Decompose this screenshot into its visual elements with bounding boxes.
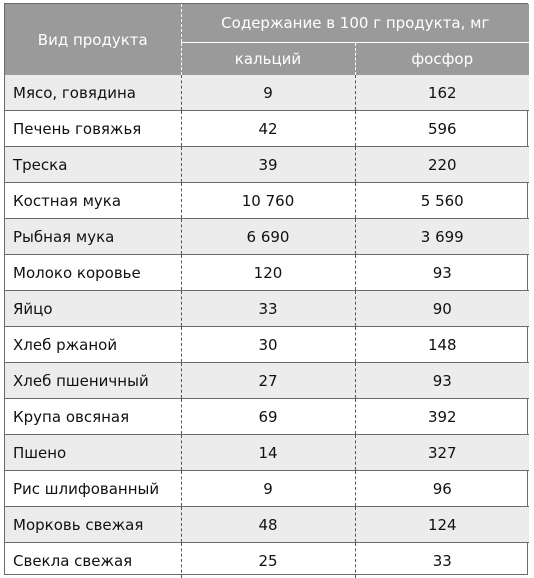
calcium-value-cell: 42 — [181, 111, 355, 147]
phosphorus-value-cell: 596 — [355, 111, 529, 147]
calcium-value-cell: 14 — [181, 435, 355, 471]
product-name-cell: Мясо, говядина — [5, 75, 181, 111]
phosphorus-value-cell: 148 — [355, 327, 529, 363]
product-name-cell: Морковь свежая — [5, 507, 181, 543]
table-row — [5, 219, 529, 255]
nutrition-table-frame — [4, 3, 528, 575]
table-row — [5, 435, 529, 471]
calcium-value-cell: 30 — [181, 327, 355, 363]
calcium-column-header: кальций — [181, 43, 355, 76]
table-row — [5, 183, 529, 219]
product-name-cell: Пшено — [5, 435, 181, 471]
phosphorus-value-cell: 5 560 — [355, 183, 529, 219]
phosphorus-value-cell: 124 — [355, 507, 529, 543]
table-row — [5, 471, 529, 507]
calcium-value-cell: 9 — [181, 471, 355, 507]
header-row-top — [5, 4, 529, 43]
phosphorus-column-header: фосфор — [355, 43, 529, 76]
table-row — [5, 111, 529, 147]
product-name-cell: Рис шлифованный — [5, 471, 181, 507]
product-column-header: Вид продукта — [5, 4, 181, 75]
product-name-cell: Печень говяжья — [5, 111, 181, 147]
calcium-value-cell: 120 — [181, 255, 355, 291]
calcium-value-cell: 6 690 — [181, 219, 355, 255]
phosphorus-value-cell: 96 — [355, 471, 529, 507]
phosphorus-value-cell: 3 699 — [355, 219, 529, 255]
table-header — [5, 4, 529, 75]
table-row — [5, 147, 529, 183]
calcium-value-cell: 69 — [181, 399, 355, 435]
phosphorus-value-cell: 162 — [355, 75, 529, 111]
calcium-value-cell: 9 — [181, 75, 355, 111]
table-row — [5, 399, 529, 435]
phosphorus-value-cell: 93 — [355, 255, 529, 291]
product-name-cell: Костная мука — [5, 183, 181, 219]
content-group-header: Содержание в 100 г продукта, мг — [181, 4, 529, 43]
phosphorus-value-cell: 90 — [355, 291, 529, 327]
phosphorus-value-cell: 220 — [355, 147, 529, 183]
product-name-cell: Хлеб ржаной — [5, 327, 181, 363]
nutrition-table — [5, 4, 529, 578]
table-row — [5, 543, 529, 578]
table-row — [5, 327, 529, 363]
phosphorus-value-cell: 327 — [355, 435, 529, 471]
phosphorus-value-cell: 392 — [355, 399, 529, 435]
calcium-value-cell: 27 — [181, 363, 355, 399]
product-name-cell: Крупа овсяная — [5, 399, 181, 435]
table-row — [5, 255, 529, 291]
calcium-value-cell: 48 — [181, 507, 355, 543]
phosphorus-value-cell: 93 — [355, 363, 529, 399]
table-row — [5, 507, 529, 543]
product-name-cell: Рыбная мука — [5, 219, 181, 255]
calcium-value-cell: 33 — [181, 291, 355, 327]
product-name-cell: Свекла свежая — [13, 551, 133, 570]
calcium-value-cell: 25 — [181, 543, 355, 578]
product-name-cell: Молоко коровье — [5, 255, 181, 291]
table-row — [5, 75, 529, 111]
phosphorus-value-cell: 33 — [355, 543, 529, 578]
product-name-cell: Треска — [5, 147, 181, 183]
calcium-value-cell: 10 760 — [181, 183, 355, 219]
product-name-cell: Яйцо — [5, 291, 181, 327]
calcium-value-cell: 39 — [181, 147, 355, 183]
table-body — [5, 75, 529, 578]
table-row — [5, 363, 529, 399]
table-row — [5, 291, 529, 327]
product-name-cell: Хлеб пшеничный — [5, 363, 181, 399]
